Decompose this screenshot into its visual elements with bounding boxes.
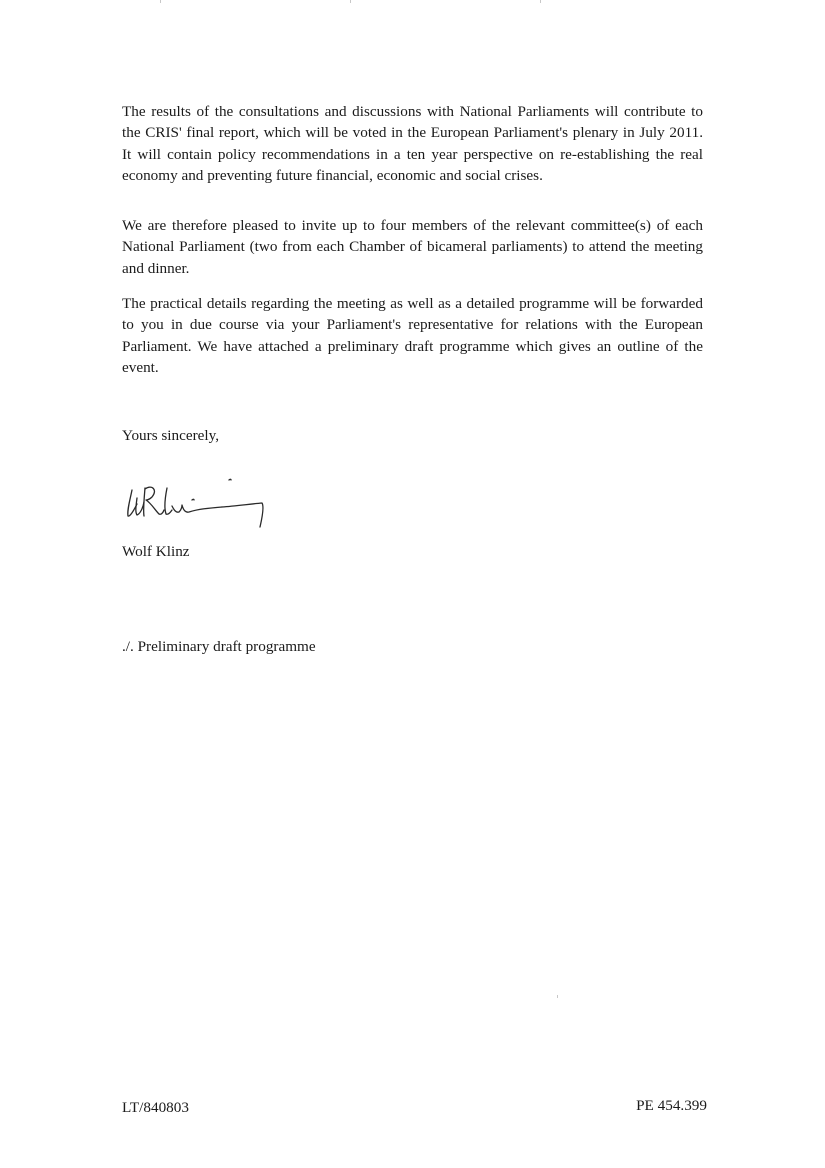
scan-speck xyxy=(350,0,351,3)
attachment-note: ./. Preliminary draft programme xyxy=(122,638,316,655)
scan-speck xyxy=(557,995,558,998)
paragraph-practical-details: The practical details regarding the meeting as well as a detailed programme will be forwarded to you in due course via your Parliament's representative for relations with the European Parliament. We have attached a preliminary draft programme which gives an outline of the event. xyxy=(122,295,703,376)
scan-speck xyxy=(160,0,161,3)
scan-speck xyxy=(540,0,541,3)
closing-salutation: Yours sincerely, xyxy=(122,427,220,444)
document-reference: LT/840803 xyxy=(122,1099,189,1116)
handwritten-signature xyxy=(118,470,278,534)
pe-number: PE 454.399 xyxy=(636,1097,707,1114)
paragraph-invitation: We are therefore pleased to invite up to four members of the relevant committee(s) of each National Parliament (two from each Chamber of bicameral parliaments) to attend the meeting and dinner. xyxy=(122,217,703,277)
signatory-name: Wolf Klinz xyxy=(122,543,190,560)
paragraph-consultation-results: The results of the consultations and discussions with National Parliaments will contribute to the CRIS' final report, which will be voted in the European Parliament's plenary in July 2011. It will contain policy recommendations in a ten year perspective on re-establishing the real economy and preventing future financial, economic and social crises. xyxy=(122,103,703,184)
